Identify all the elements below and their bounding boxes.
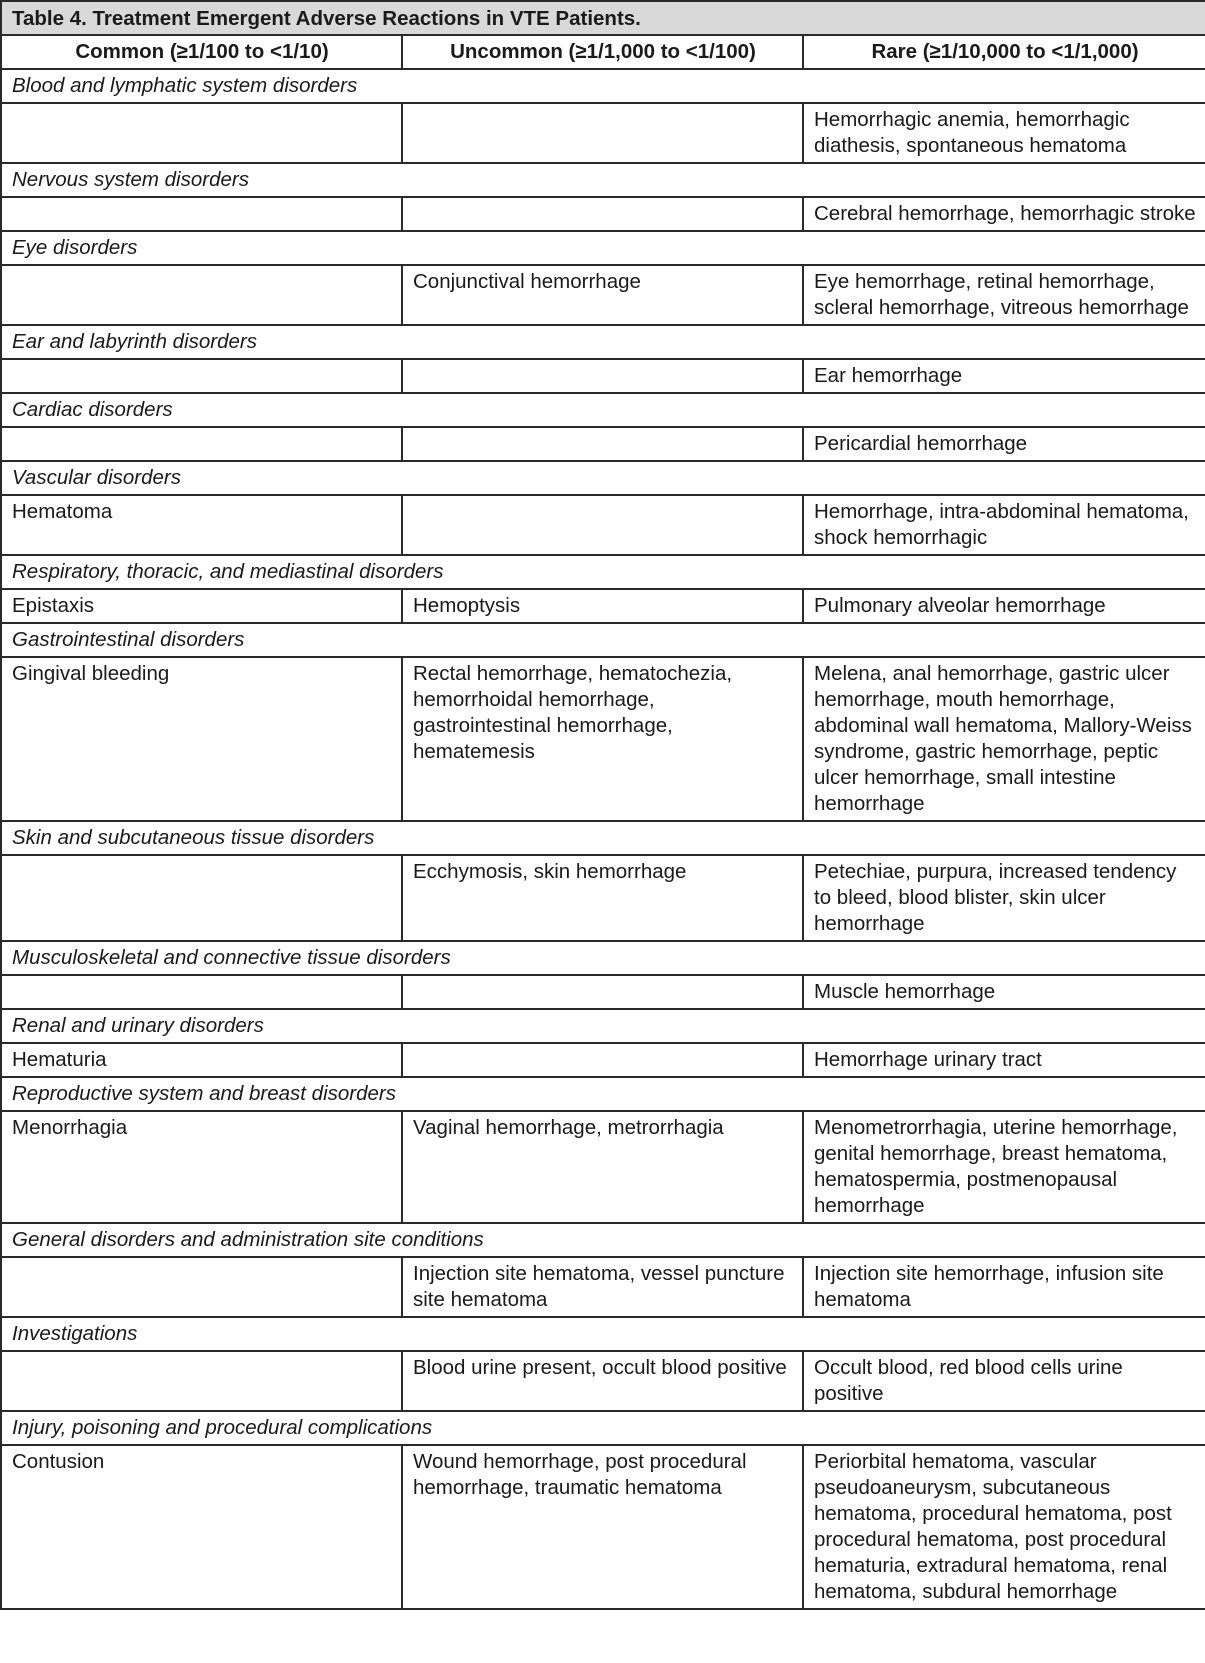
cell-rare: Pericardial hemorrhage bbox=[803, 427, 1205, 461]
column-header-rare: Rare (≥1/10,000 to <1/1,000) bbox=[803, 35, 1205, 69]
column-header-common: Common (≥1/100 to <1/10) bbox=[1, 35, 402, 69]
table-row bbox=[1, 427, 1205, 461]
category-row bbox=[1, 623, 1205, 657]
cell-rare: Muscle hemorrhage bbox=[803, 975, 1205, 1009]
cell-rare: Menometrorrhagia, uterine hemorrhage, genital hemorrhage, breast hematoma, hematospermia, postmenopausal hemorrhage bbox=[803, 1111, 1205, 1223]
cell-uncommon: Vaginal hemorrhage, metrorrhagia bbox=[402, 1111, 803, 1223]
category-row bbox=[1, 231, 1205, 265]
cell-rare: Melena, anal hemorrhage, gastric ulcer hemorrhage, mouth hemorrhage, abdominal wall hematoma, Mallory-Weiss syndrome, gastric hemorrhage, peptic ulcer hemorrhage, small intestine hemorrhage bbox=[803, 657, 1205, 821]
cell-common: Gingival bleeding bbox=[1, 657, 402, 821]
category-label: Skin and subcutaneous tissue disorders bbox=[1, 821, 1205, 855]
table-row bbox=[1, 265, 1205, 325]
column-header-uncommon: Uncommon (≥1/1,000 to <1/100) bbox=[402, 35, 803, 69]
cell-rare: Hemorrhagic anemia, hemorrhagic diathesis, spontaneous hematoma bbox=[803, 103, 1205, 163]
cell-rare: Petechiae, purpura, increased tendency to bleed, blood blister, skin ulcer hemorrhage bbox=[803, 855, 1205, 941]
cell-rare: Injection site hemorrhage, infusion site hematoma bbox=[803, 1257, 1205, 1317]
cell-common bbox=[1, 1351, 402, 1411]
cell-common: Hematoma bbox=[1, 495, 402, 555]
category-row bbox=[1, 461, 1205, 495]
cell-common bbox=[1, 855, 402, 941]
cell-uncommon: Wound hemorrhage, post procedural hemorrhage, traumatic hematoma bbox=[402, 1445, 803, 1609]
cell-common bbox=[1, 975, 402, 1009]
cell-uncommon bbox=[402, 1043, 803, 1077]
category-row bbox=[1, 1009, 1205, 1043]
category-label: Renal and urinary disorders bbox=[1, 1009, 1205, 1043]
cell-common: Epistaxis bbox=[1, 589, 402, 623]
cell-rare: Ear hemorrhage bbox=[803, 359, 1205, 393]
cell-uncommon bbox=[402, 495, 803, 555]
table-row bbox=[1, 103, 1205, 163]
category-label: Ear and labyrinth disorders bbox=[1, 325, 1205, 359]
cell-uncommon: Blood urine present, occult blood positive bbox=[402, 1351, 803, 1411]
table-row bbox=[1, 1257, 1205, 1317]
table-row bbox=[1, 855, 1205, 941]
cell-uncommon: Hemoptysis bbox=[402, 589, 803, 623]
cell-common bbox=[1, 1257, 402, 1317]
category-row bbox=[1, 393, 1205, 427]
table-title-row bbox=[1, 1, 1205, 35]
category-label: Injury, poisoning and procedural complications bbox=[1, 1411, 1205, 1445]
category-label: Reproductive system and breast disorders bbox=[1, 1077, 1205, 1111]
category-label: Cardiac disorders bbox=[1, 393, 1205, 427]
cell-uncommon: Ecchymosis, skin hemorrhage bbox=[402, 855, 803, 941]
cell-common bbox=[1, 197, 402, 231]
category-label: Nervous system disorders bbox=[1, 163, 1205, 197]
category-row bbox=[1, 941, 1205, 975]
cell-common bbox=[1, 427, 402, 461]
category-row bbox=[1, 1223, 1205, 1257]
cell-common: Menorrhagia bbox=[1, 1111, 402, 1223]
category-row bbox=[1, 69, 1205, 103]
cell-rare: Hemorrhage urinary tract bbox=[803, 1043, 1205, 1077]
cell-rare: Occult blood, red blood cells urine positive bbox=[803, 1351, 1205, 1411]
category-row bbox=[1, 1077, 1205, 1111]
category-label: Investigations bbox=[1, 1317, 1205, 1351]
cell-uncommon bbox=[402, 197, 803, 231]
cell-uncommon: Conjunctival hemorrhage bbox=[402, 265, 803, 325]
cell-uncommon: Injection site hematoma, vessel puncture site hematoma bbox=[402, 1257, 803, 1317]
cell-rare: Pulmonary alveolar hemorrhage bbox=[803, 589, 1205, 623]
category-row bbox=[1, 325, 1205, 359]
table-row bbox=[1, 197, 1205, 231]
category-row bbox=[1, 555, 1205, 589]
category-label: Gastrointestinal disorders bbox=[1, 623, 1205, 657]
cell-rare: Hemorrhage, intra-abdominal hematoma, shock hemorrhagic bbox=[803, 495, 1205, 555]
category-label: General disorders and administration site conditions bbox=[1, 1223, 1205, 1257]
cell-common: Hematuria bbox=[1, 1043, 402, 1077]
cell-common bbox=[1, 359, 402, 393]
column-header-row bbox=[1, 35, 1205, 69]
cell-common: Contusion bbox=[1, 1445, 402, 1609]
category-label: Eye disorders bbox=[1, 231, 1205, 265]
category-row bbox=[1, 1317, 1205, 1351]
table-row bbox=[1, 1351, 1205, 1411]
table-row bbox=[1, 657, 1205, 821]
cell-uncommon bbox=[402, 427, 803, 461]
table-title: Table 4. Treatment Emergent Adverse Reactions in VTE Patients. bbox=[1, 1, 1205, 35]
category-label: Vascular disorders bbox=[1, 461, 1205, 495]
cell-uncommon: Rectal hemorrhage, hematochezia, hemorrhoidal hemorrhage, gastrointestinal hemorrhage, hematemesis bbox=[402, 657, 803, 821]
table-row bbox=[1, 589, 1205, 623]
category-row bbox=[1, 1411, 1205, 1445]
category-label: Blood and lymphatic system disorders bbox=[1, 69, 1205, 103]
cell-uncommon bbox=[402, 359, 803, 393]
cell-rare: Periorbital hematoma, vascular pseudoaneurysm, subcutaneous hematoma, procedural hematoma, post procedural hematoma, post procedural hematuria, extradural hematoma, renal hematoma, subdural hemorrhage bbox=[803, 1445, 1205, 1609]
table-row bbox=[1, 975, 1205, 1009]
table-row bbox=[1, 1445, 1205, 1609]
table-row bbox=[1, 495, 1205, 555]
cell-rare: Eye hemorrhage, retinal hemorrhage, scleral hemorrhage, vitreous hemorrhage bbox=[803, 265, 1205, 325]
cell-common bbox=[1, 103, 402, 163]
category-row bbox=[1, 163, 1205, 197]
table-row bbox=[1, 359, 1205, 393]
category-label: Musculoskeletal and connective tissue disorders bbox=[1, 941, 1205, 975]
table-row bbox=[1, 1111, 1205, 1223]
cell-uncommon bbox=[402, 975, 803, 1009]
cell-uncommon bbox=[402, 103, 803, 163]
category-row bbox=[1, 821, 1205, 855]
table-row bbox=[1, 1043, 1205, 1077]
cell-common bbox=[1, 265, 402, 325]
category-label: Respiratory, thoracic, and mediastinal disorders bbox=[1, 555, 1205, 589]
cell-rare: Cerebral hemorrhage, hemorrhagic stroke bbox=[803, 197, 1205, 231]
